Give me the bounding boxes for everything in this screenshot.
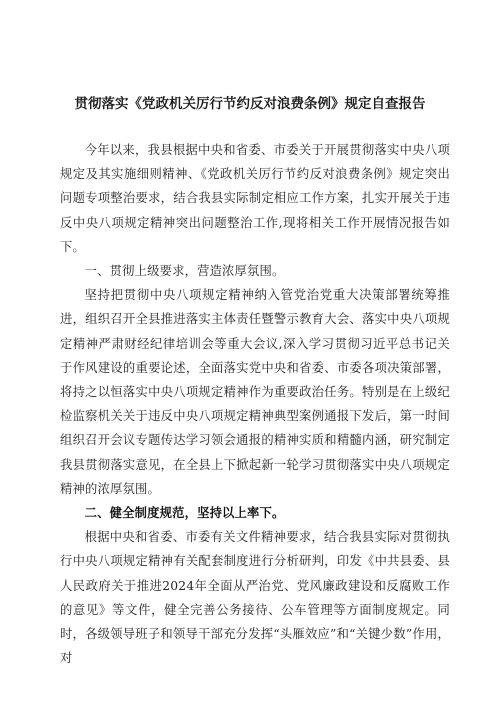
document-body xyxy=(60,138,450,670)
section-2-paragraph: 根据中央和省委、市委有关文件精神要求，结合我县实际对贯彻执行中央八项规定精神有关配套制度进行分析研判，印发《中共县委、县人民政府关于推进2024年全面从严治党、党风廉政建设和反腐败工作的意见》等文件，健全完善公务接待、公车管理等方面制度规定。同时，各级领导班子和领导干部充分发挥“头雁效应”和“关键少数”作用，对 xyxy=(60,530,450,666)
document-title: 贯彻落实《党政机关厉行节约反对浪费条例》规定自查报告 xyxy=(74,96,426,112)
section-1-paragraph: 坚持把贯彻中央八项规定精神纳入管党治党重大决策部署统筹推进，组织召开全县推进落实主体责任暨警示教育大会、落实中央八项规定精神严肃财经纪律培训会等重大会议,深入学习贯彻习近平总书记关于作风建设的重要论述，全面落实党中央和省委、市委各项决策部署，将持之以恒落实中央八项规定精神作为重要政治任务。特别是在上级纪检监察机关关于违反中央八项规定精神典型案例通报下发后，第一时间组织召开会议专题传达学习领会通报的精神实质和精髓内涵，研究制定我县贯彻落实意见，在全县上下掀起新一轮学习贯彻落实中央八项规定精神的浓厚氛围。 xyxy=(60,288,450,496)
section-heading-2: 二、健全制度规范，坚持以上率下。 xyxy=(84,506,285,521)
intro-paragraph: 今年以来，我县根据中央和省委、市委关于开展贯彻落实中央八项规定及其实施细则精神、《党政机关厉行节约反对浪费条例》规定突出问题专项整治要求，结合我县实际制定相应工作方案，扎实开展关于违反中央八项规定精神突出问题整治工作,现将相关工作开展情况报告如下。 xyxy=(60,143,450,254)
section-heading-1: 一、贯彻上级要求，营造浓厚氛围。 xyxy=(84,264,285,279)
